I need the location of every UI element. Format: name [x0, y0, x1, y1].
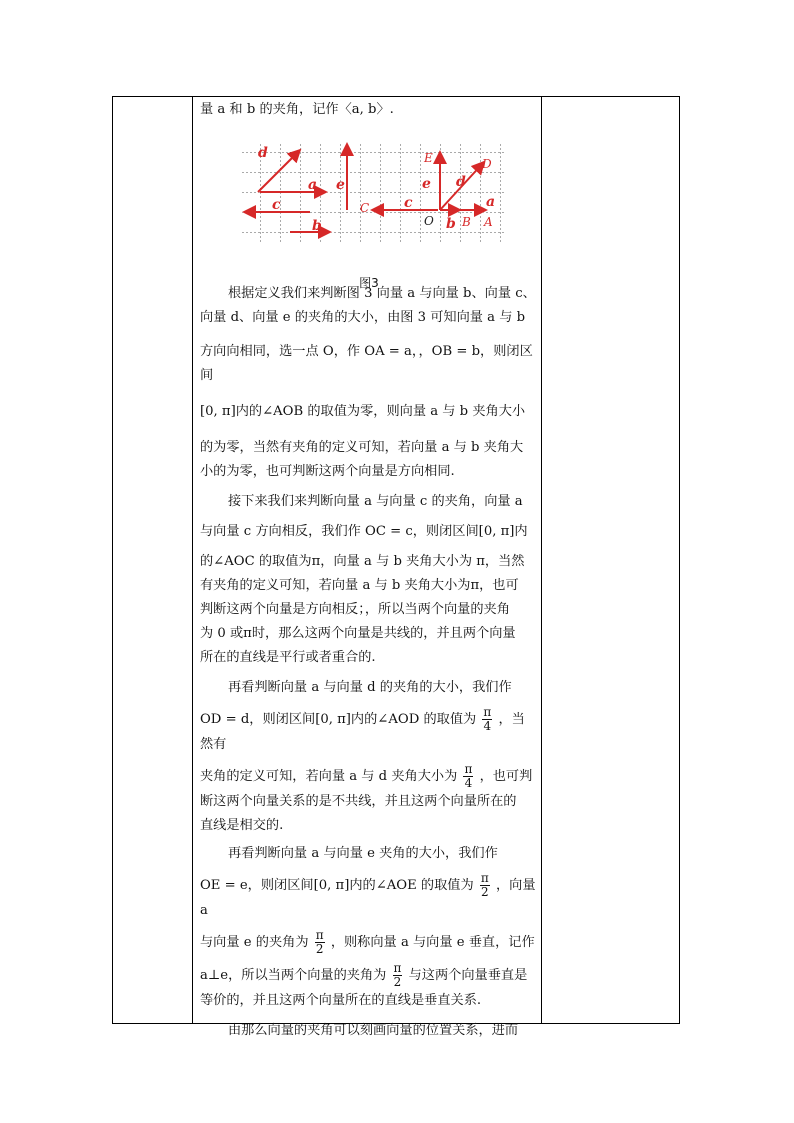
label-E: E: [424, 151, 433, 165]
label-b2: b: [446, 216, 456, 232]
text-line: 的∠AOC 的取值为π，向量 a 与 b 夹角大小为 π，当然: [200, 554, 525, 569]
fraction-pi-over-2: $\frac{\pi}{2}$: [393, 961, 402, 989]
text-segment: ，也可判: [479, 769, 533, 784]
text-line: 接下来我们来判断向量 a 与向量 c 的夹角，向量 a: [228, 494, 523, 509]
text-line: [200, 763, 538, 790]
column-divider-right: [541, 97, 542, 1023]
text-line: 与向量 c 方向相反，我们作 OC = c，则闭区间[0, π]内: [200, 524, 528, 539]
text-segment: ，当然有: [200, 712, 525, 752]
text-line: 由那么向量的夹角可以刻画向量的位置关系，进而: [228, 1023, 519, 1038]
label-O: O: [424, 214, 434, 228]
text-line: 再看判断向量 a 与向量 e 夹角的大小，我们作: [228, 846, 498, 861]
text-segment: OE = e，则闭区间[0, π]内的∠AOE 的取值为: [200, 878, 474, 893]
column-divider-left: [192, 97, 193, 1023]
text-line: 有夹角的定义可知，若向量 a 与 b 夹角大小为π，也可: [200, 578, 519, 593]
text-line: 的为零，当然有夹角的定义可知，若向量 a 与 b 夹角大: [200, 440, 524, 455]
text-line: [200, 872, 538, 923]
text-line: 方向向相同，选一点 O，作 OA = a，，OB = b，则闭区间: [200, 344, 533, 383]
label-C: C: [360, 201, 370, 215]
text-line: 量 a 和 b 的夹角，记作〈a, b〉.: [200, 102, 394, 117]
text-segment: 夹角的定义可知，若向量 a 与 d 夹角大小为: [200, 769, 458, 784]
text-segment: 与这两个向量垂直是: [408, 968, 528, 983]
fraction-pi-over-2: $\frac{\pi}{2}$: [480, 871, 489, 899]
text-segment: ，则称向量 a 与向量 e 垂直，记作: [330, 935, 535, 950]
text-line: 为 0 或π时，那么这两个向量是共线的，并且两个向量: [200, 626, 516, 641]
text-line: 再看判断向量 a 与向量 d 的夹角的大小，我们作: [228, 680, 512, 695]
label-D: D: [482, 157, 492, 171]
fraction-pi-over-4: $\frac{\pi}{4}$: [464, 762, 473, 790]
label-b: b: [312, 218, 322, 234]
text-line: 等价的，并且这两个向量所在的直线是垂直关系.: [200, 993, 482, 1008]
text-segment: OD = d，则闭区间[0, π]内的∠AOD 的取值为: [200, 712, 477, 727]
label-c: c: [272, 197, 281, 213]
fraction-pi-over-4: $\frac{\pi}{4}$: [483, 705, 492, 733]
figure-caption: 图3: [359, 276, 379, 290]
text-line: 判断这两个向量是方向相反；，所以当两个向量的夹角: [200, 602, 510, 617]
label-a2: a: [486, 194, 496, 210]
vector-diagram: [200, 132, 538, 262]
text-line: [200, 962, 538, 989]
text-line: 根据定义我们来判断图 3 向量 a 与向量 b、向量 c、: [228, 286, 536, 301]
label-d2: d: [456, 174, 466, 190]
label-e: e: [336, 177, 345, 193]
text-segment: ，向量 a: [200, 878, 536, 918]
label-a: a: [308, 177, 318, 193]
text-line: [200, 706, 538, 757]
label-c2: c: [404, 195, 413, 211]
vector-figure: [200, 132, 538, 290]
fraction-pi-over-2: $\frac{\pi}{2}$: [315, 928, 324, 956]
text-segment: 与向量 e 的夹角为: [200, 935, 309, 950]
text-line: [200, 929, 538, 956]
label-A: A: [484, 215, 493, 229]
text-line: 所在的直线是平行或者重合的.: [200, 650, 376, 665]
text-segment: a⊥e，所以当两个向量的夹角为: [200, 968, 387, 983]
text-line: 断这两个向量关系的是不共线，并且这两个向量所在的: [200, 794, 517, 809]
text-line: 直线是相交的.: [200, 818, 284, 833]
text-line: 小的为零，也可判断这两个向量是方向相同.: [200, 464, 455, 479]
label-B: B: [462, 215, 471, 229]
label-d: d: [258, 145, 268, 161]
label-e2: e: [422, 176, 431, 192]
main-content: [200, 96, 538, 1043]
text-line: 向量 d、向量 e 的夹角的大小，由图 3 可知向量 a 与 b: [200, 310, 526, 325]
text-line: [0, π]内的∠AOB 的取值为零，则向量 a 与 b 夹角大小: [200, 404, 526, 419]
